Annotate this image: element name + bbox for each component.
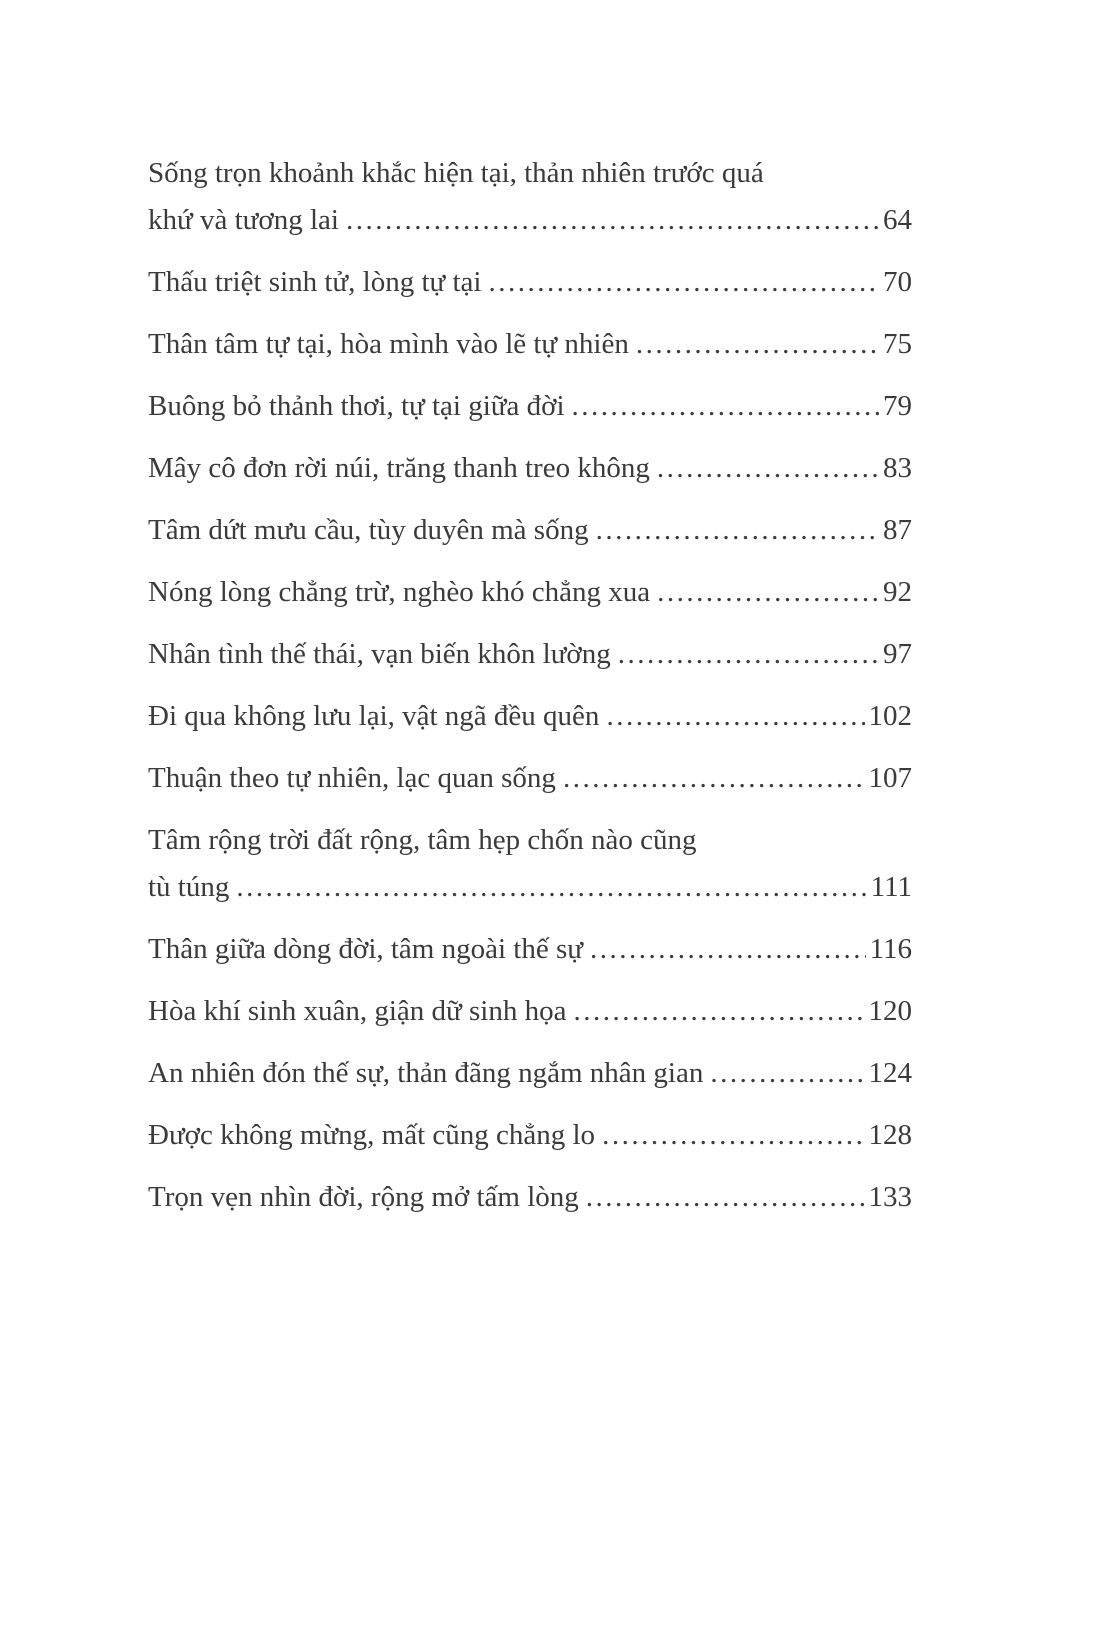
toc-entry-title: Nóng lòng chẳng trừ, nghèo khó chẳng xua [148, 576, 651, 608]
toc-dot-leader [563, 755, 865, 802]
toc-entry-title: Buông bỏ thảnh thơi, tự tại giữa đời [148, 390, 565, 422]
toc-entry [148, 150, 912, 244]
toc-entry-title: Hòa khí sinh xuân, giận dữ sinh họa [148, 995, 567, 1027]
toc-entry-title: tù túng [148, 871, 230, 903]
toc-page-number: 79 [883, 390, 912, 422]
toc-list [148, 150, 912, 1221]
toc-page-number: 107 [868, 762, 912, 794]
toc-entry-title: Mây cô đơn rời núi, trăng thanh treo không [148, 452, 650, 484]
toc-dot-leader [572, 383, 879, 430]
toc-entry-line [148, 755, 912, 802]
toc-entry-line [148, 507, 912, 554]
toc-entry-title: Đi qua không lưu lại, vật ngã đều quên [148, 700, 600, 732]
toc-dot-leader [657, 569, 879, 616]
toc-entry [148, 693, 912, 740]
toc-dot-leader [590, 926, 866, 973]
toc-page-number: 87 [883, 514, 912, 546]
toc-entry-title: Thân giữa dòng đời, tâm ngoài thế sự [148, 933, 583, 965]
toc-entry [148, 755, 912, 802]
toc-entry-line [148, 197, 912, 244]
toc-entry-title: An nhiên đón thế sự, thản đãng ngắm nhân gian [148, 1057, 704, 1089]
toc-entry-title: Nhân tình thế thái, vạn biến khôn lường [148, 638, 611, 670]
toc-entry-title: Được không mừng, mất cũng chẳng lo [148, 1119, 596, 1151]
toc-entry-title: Trọn vẹn nhìn đời, rộng mở tấm lòng [148, 1181, 579, 1213]
toc-entry-line [148, 988, 912, 1035]
toc-entry [148, 1174, 912, 1221]
toc-dot-leader [346, 197, 879, 244]
toc-entry-line [148, 383, 912, 430]
toc-entry-title: Thân tâm tự tại, hòa mình vào lẽ tự nhiên [148, 328, 629, 360]
toc-entry-line [148, 693, 912, 740]
toc-entry [148, 445, 912, 492]
toc-entry-line [148, 150, 912, 197]
toc-entry [148, 817, 912, 911]
toc-entry-line [148, 926, 912, 973]
toc-dot-leader [657, 445, 879, 492]
toc-entry-line [148, 817, 912, 864]
toc-page-number: 70 [883, 266, 912, 298]
toc-page-number: 133 [868, 1181, 912, 1213]
toc-dot-leader [586, 1174, 865, 1221]
toc-page-number: 120 [868, 995, 912, 1027]
toc-page-number: 75 [883, 328, 912, 360]
toc-entry [148, 383, 912, 430]
toc-page-number: 83 [883, 452, 912, 484]
toc-entry-line [148, 1112, 912, 1159]
toc-entry-line [148, 864, 912, 911]
toc-dot-leader [488, 259, 879, 306]
toc-dot-leader [636, 321, 879, 368]
toc-entry [148, 926, 912, 973]
toc-entry-title: Tâm rộng trời đất rộng, tâm hẹp chốn nào cũng [148, 824, 697, 856]
toc-page-number: 111 [870, 871, 912, 903]
toc-dot-leader [573, 988, 864, 1035]
toc-entry-line [148, 259, 912, 306]
toc-entry-line [148, 445, 912, 492]
toc-entry-line [148, 321, 912, 368]
toc-entry [148, 569, 912, 616]
toc-page-number: 102 [868, 700, 912, 732]
toc-page-number: 124 [868, 1057, 912, 1089]
toc-page-number: 92 [883, 576, 912, 608]
toc-dot-leader [602, 1112, 864, 1159]
toc-dot-leader [618, 631, 879, 678]
toc-entry [148, 631, 912, 678]
toc-entry-line [148, 631, 912, 678]
toc-page-number: 128 [868, 1119, 912, 1151]
toc-dot-leader [596, 507, 879, 554]
toc-entry-line [148, 1174, 912, 1221]
toc-dot-leader [606, 693, 864, 740]
toc-page-number: 97 [883, 638, 912, 670]
toc-dot-leader [236, 864, 866, 911]
toc-entry [148, 507, 912, 554]
toc-entry [148, 259, 912, 306]
toc-entry-title: Thuận theo tự nhiên, lạc quan sống [148, 762, 556, 794]
toc-dot-leader [710, 1050, 864, 1097]
toc-entry-line [148, 569, 912, 616]
toc-entry [148, 1112, 912, 1159]
toc-entry [148, 321, 912, 368]
toc-entry-title: Thấu triệt sinh tử, lòng tự tại [148, 266, 482, 298]
toc-page-number: 64 [883, 204, 912, 236]
toc-entry [148, 1050, 912, 1097]
toc-entry-title: khứ và tương lai [148, 204, 339, 236]
toc-entry [148, 988, 912, 1035]
toc-entry-title: Sống trọn khoảnh khắc hiện tại, thản nhiên trước quá [148, 157, 764, 189]
toc-entry-title: Tâm dứt mưu cầu, tùy duyên mà sống [148, 514, 589, 546]
toc-entry-line [148, 1050, 912, 1097]
toc-page-number: 116 [869, 933, 912, 965]
